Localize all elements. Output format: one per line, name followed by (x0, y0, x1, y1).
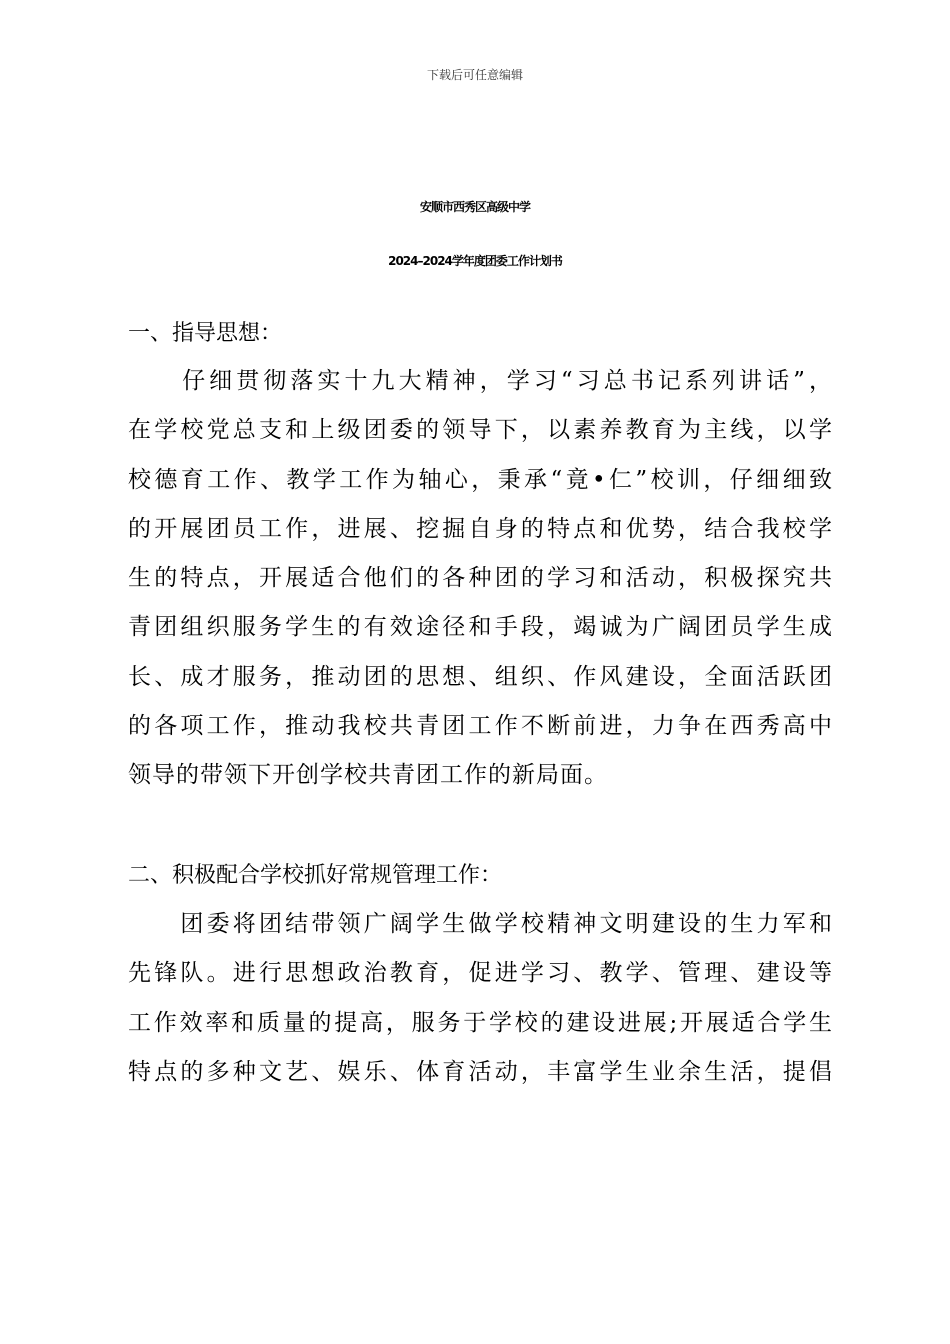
section-1-paragraph (128, 357, 833, 801)
paragraph-line: 的各项工作，推动我校共青团工作不断前进，力争在西秀高中 (128, 713, 833, 740)
section-heading-2: 二、积极配合学校抓好常规管理工作： (128, 863, 503, 888)
paragraph-line: 长、成才服务，推动团的思想、组织、作风建设，全面活跃团 (128, 663, 833, 690)
paragraph-line: 领导的带领下开创学校共青团工作的新局面。 (128, 762, 608, 789)
title-line-2: 2024–2024学年度团委工作计划书 (388, 254, 562, 268)
paragraph-line: 在学校党总支和上级团委的领导下，以素养教育为主线，以学 (128, 417, 833, 444)
paragraph-line: 工作效率和质量的提高，服务于学校的建设进展;开展适合学生 (128, 1009, 833, 1036)
paragraph-line: 团委将团结带领广阔学生做学校精神文明建设的生力军和 (128, 911, 833, 937)
paragraph-line: 生的特点，开展适合他们的各种团的学习和活动，积极探究共 (128, 565, 833, 592)
title-line-1: 安顺市西秀区高级中学 (419, 200, 530, 214)
paragraph-line: 先锋队。进行思想政治教育，促进学习、教学、管理、建设等 (128, 960, 833, 987)
section-2-paragraph (128, 900, 833, 1097)
document-title (0, 180, 950, 288)
paragraph-line: 的开展团员工作，进展、挖掘自身的特点和优势，结合我校学 (128, 515, 833, 542)
section-heading-1: 一、指导思想： (128, 321, 283, 346)
paragraph-line: 特点的多种文艺、娱乐、体育活动，丰富学生业余生活，提倡 (128, 1058, 833, 1085)
paragraph-line: 青团组织服务学生的有效途径和手段，竭诚为广阔团员学生成 (128, 614, 833, 641)
header-note: 下载后可任意编辑 (426, 68, 523, 82)
paragraph-line: 校德育工作、教学工作为轴心，秉承“竟•仁”校训，仔细细致 (128, 466, 833, 493)
paragraph-line: 仔细贯彻落实十九大精神，学习“习总书记系列讲话”， (128, 368, 833, 394)
